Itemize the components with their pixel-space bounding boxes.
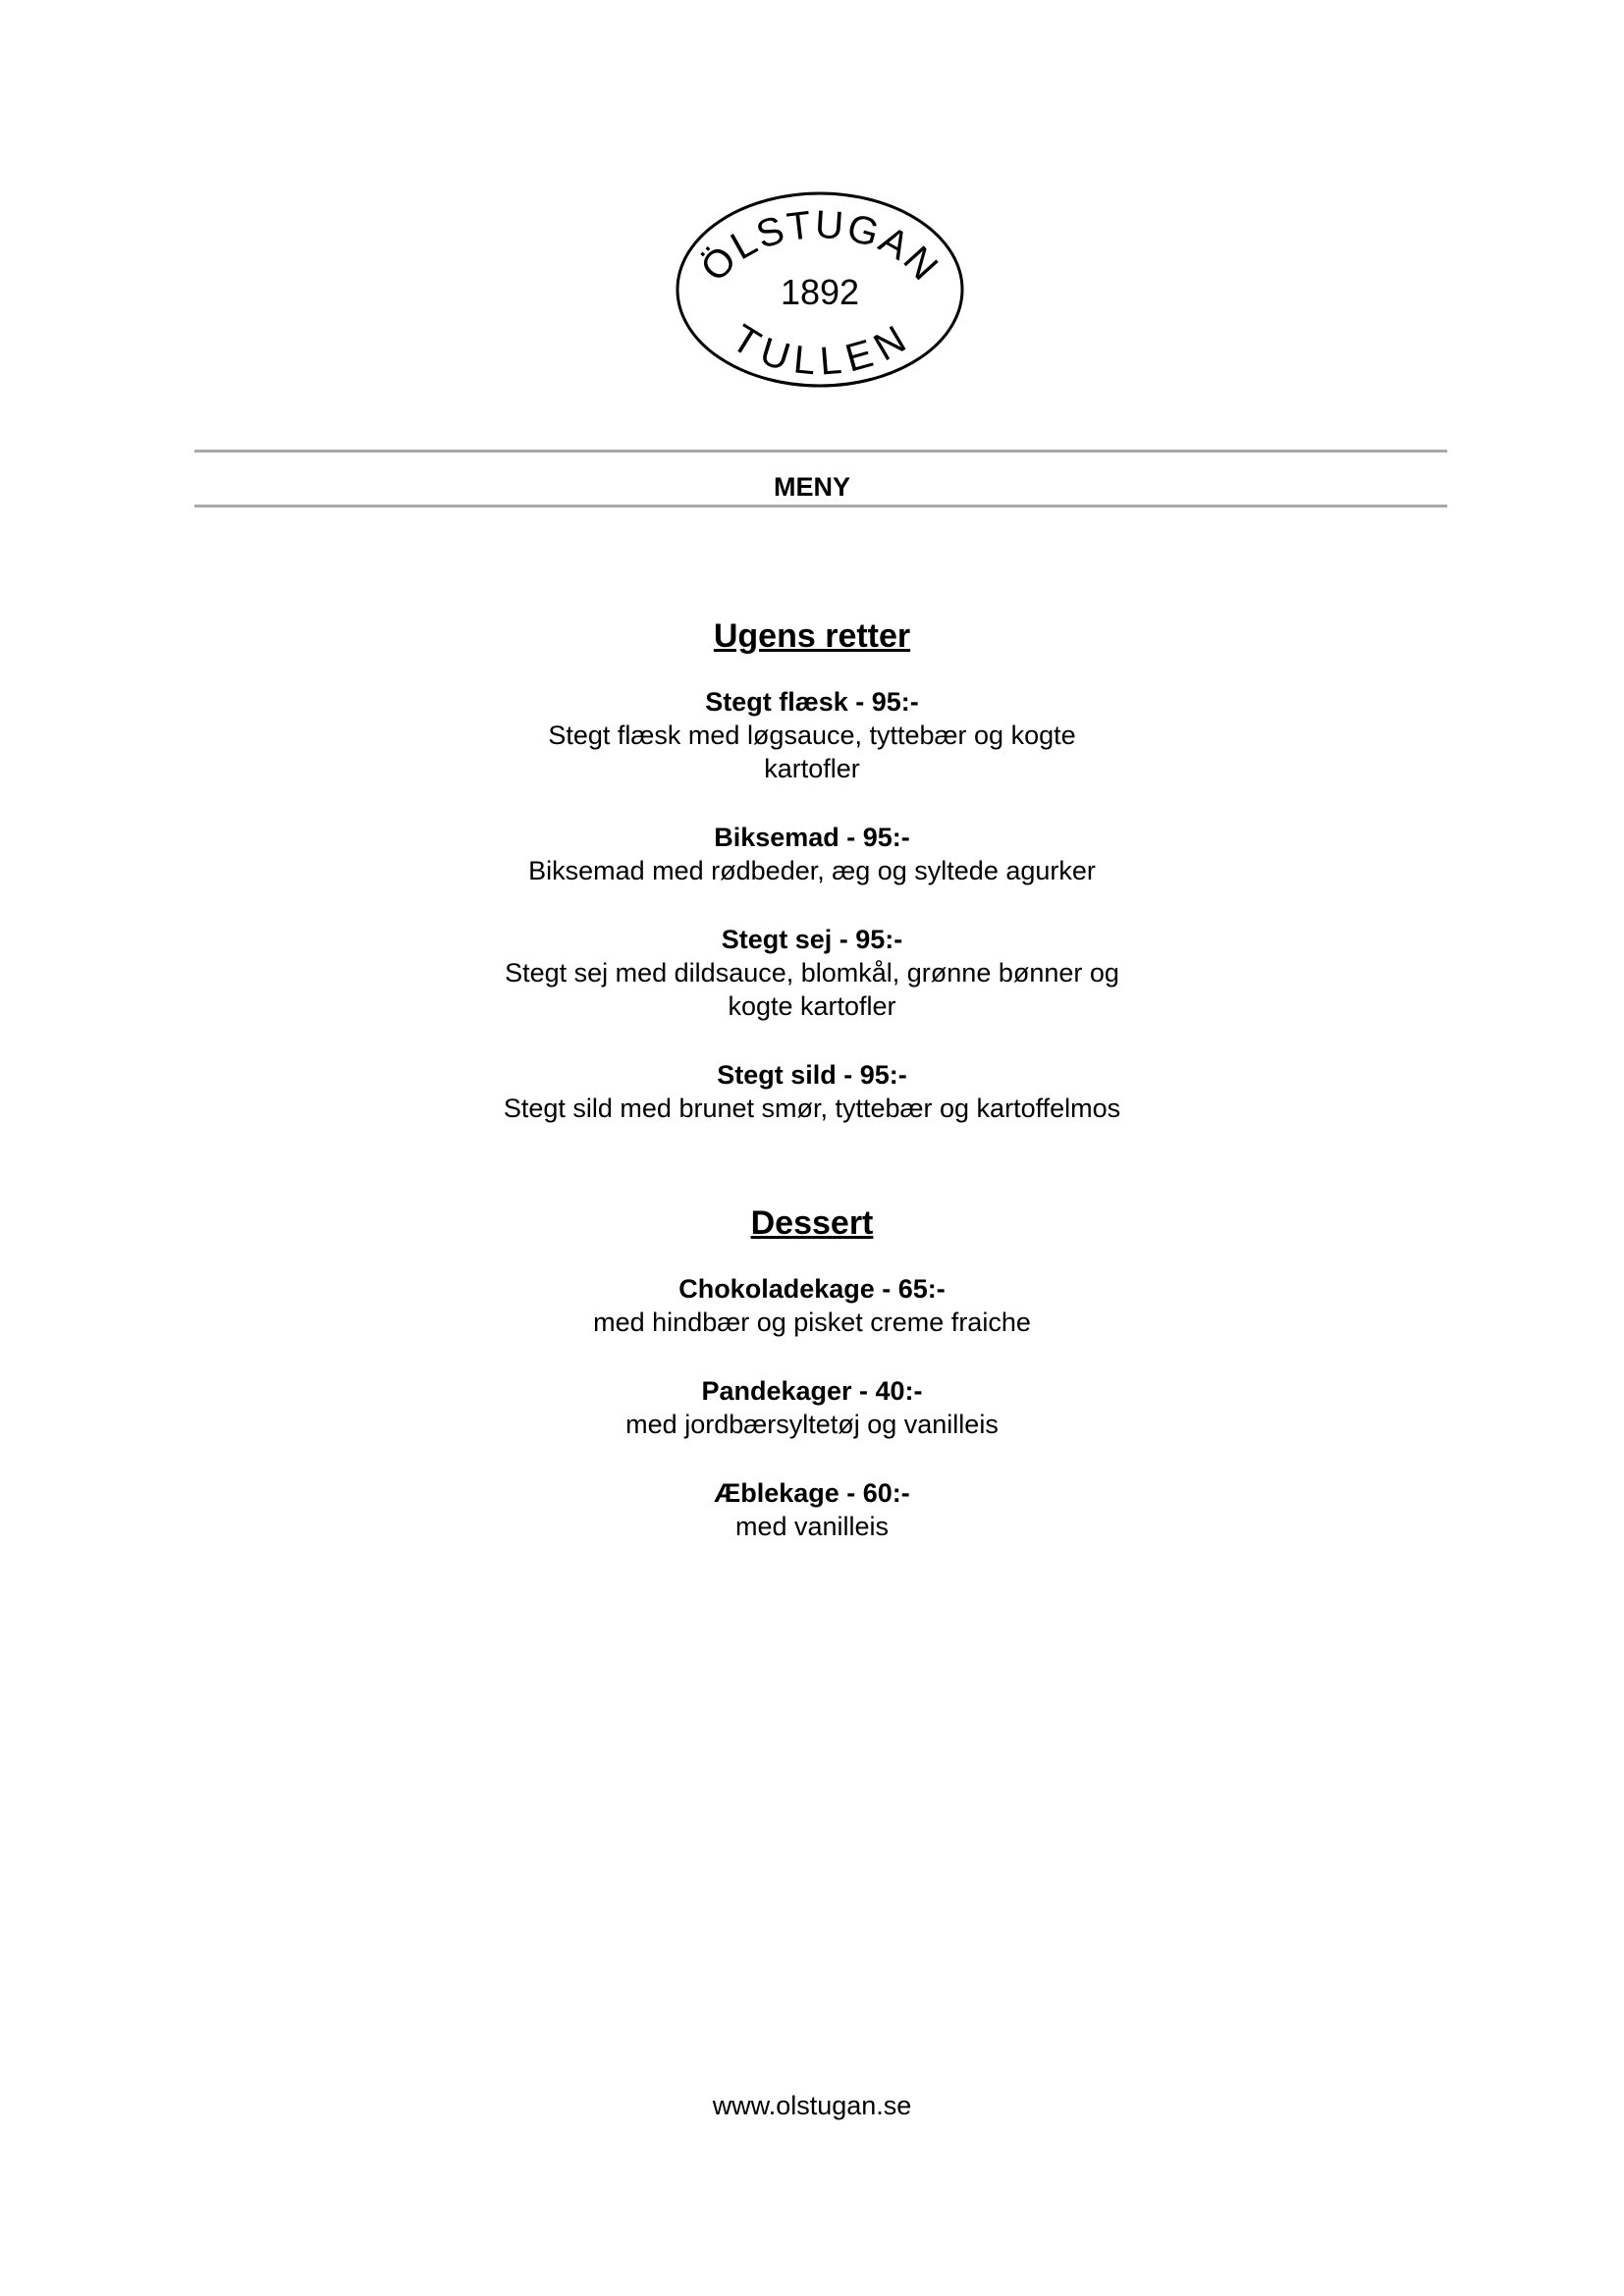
menu-item-description: Stegt sild med brunet smør, tyttebær og kartoffelmos [503, 1094, 1121, 1123]
menu-content [0, 616, 1624, 1622]
menu-item-description: med vanilleis [734, 1512, 890, 1541]
menu-item [0, 923, 1624, 1023]
menu-item-description: med jordbærsyltetøj og vanilleis [625, 1410, 999, 1439]
menu-item [0, 1476, 1624, 1543]
menu-item-description: Stegt flæsk med løgsauce, tyttebær og kogte kartofler [548, 721, 1076, 783]
menu-item-description: Biksemad med rødbeder, æg og syltede agurker [528, 856, 1096, 885]
menu-section-ugens-retter [0, 616, 1624, 1125]
menu-section-dessert [0, 1203, 1624, 1543]
header-rule-bottom [194, 505, 1447, 507]
menu-item [0, 821, 1624, 887]
menu-item-title: Pandekager - 40:- [701, 1376, 923, 1406]
menu-item-title: Stegt flæsk - 95:- [705, 687, 919, 717]
logo-top-text: ÖLSTUGAN [692, 202, 947, 291]
menu-item-title: Stegt sild - 95:- [717, 1060, 907, 1090]
section-title: Ugens retter [713, 617, 911, 655]
menu-item-title: Stegt sej - 95:- [721, 925, 903, 954]
menu-item [0, 685, 1624, 785]
logo-year: 1892 [780, 272, 860, 312]
menu-item [0, 1058, 1624, 1125]
menu-item-description: Stegt sej med dildsauce, blomkål, grønne bønner og kogte kartofler [505, 958, 1119, 1021]
olstugan-logo [673, 187, 967, 393]
section-title: Dessert [750, 1204, 874, 1242]
header-rule-top [194, 450, 1447, 453]
menu-item-title: Chokoladekage - 65:- [678, 1274, 946, 1304]
footer-url: www.olstugan.se [712, 2091, 912, 2120]
menu-item [0, 1272, 1624, 1339]
menu-item [0, 1374, 1624, 1441]
logo-bottom-text: TULLEN [724, 316, 915, 384]
page-title: MENY [773, 472, 850, 502]
menu-item-description: med hindbær og pisket creme fraiche [593, 1308, 1031, 1337]
menu-item-title: Biksemad - 95:- [714, 823, 910, 852]
menu-item-title: Æblekage - 60:- [714, 1478, 910, 1508]
